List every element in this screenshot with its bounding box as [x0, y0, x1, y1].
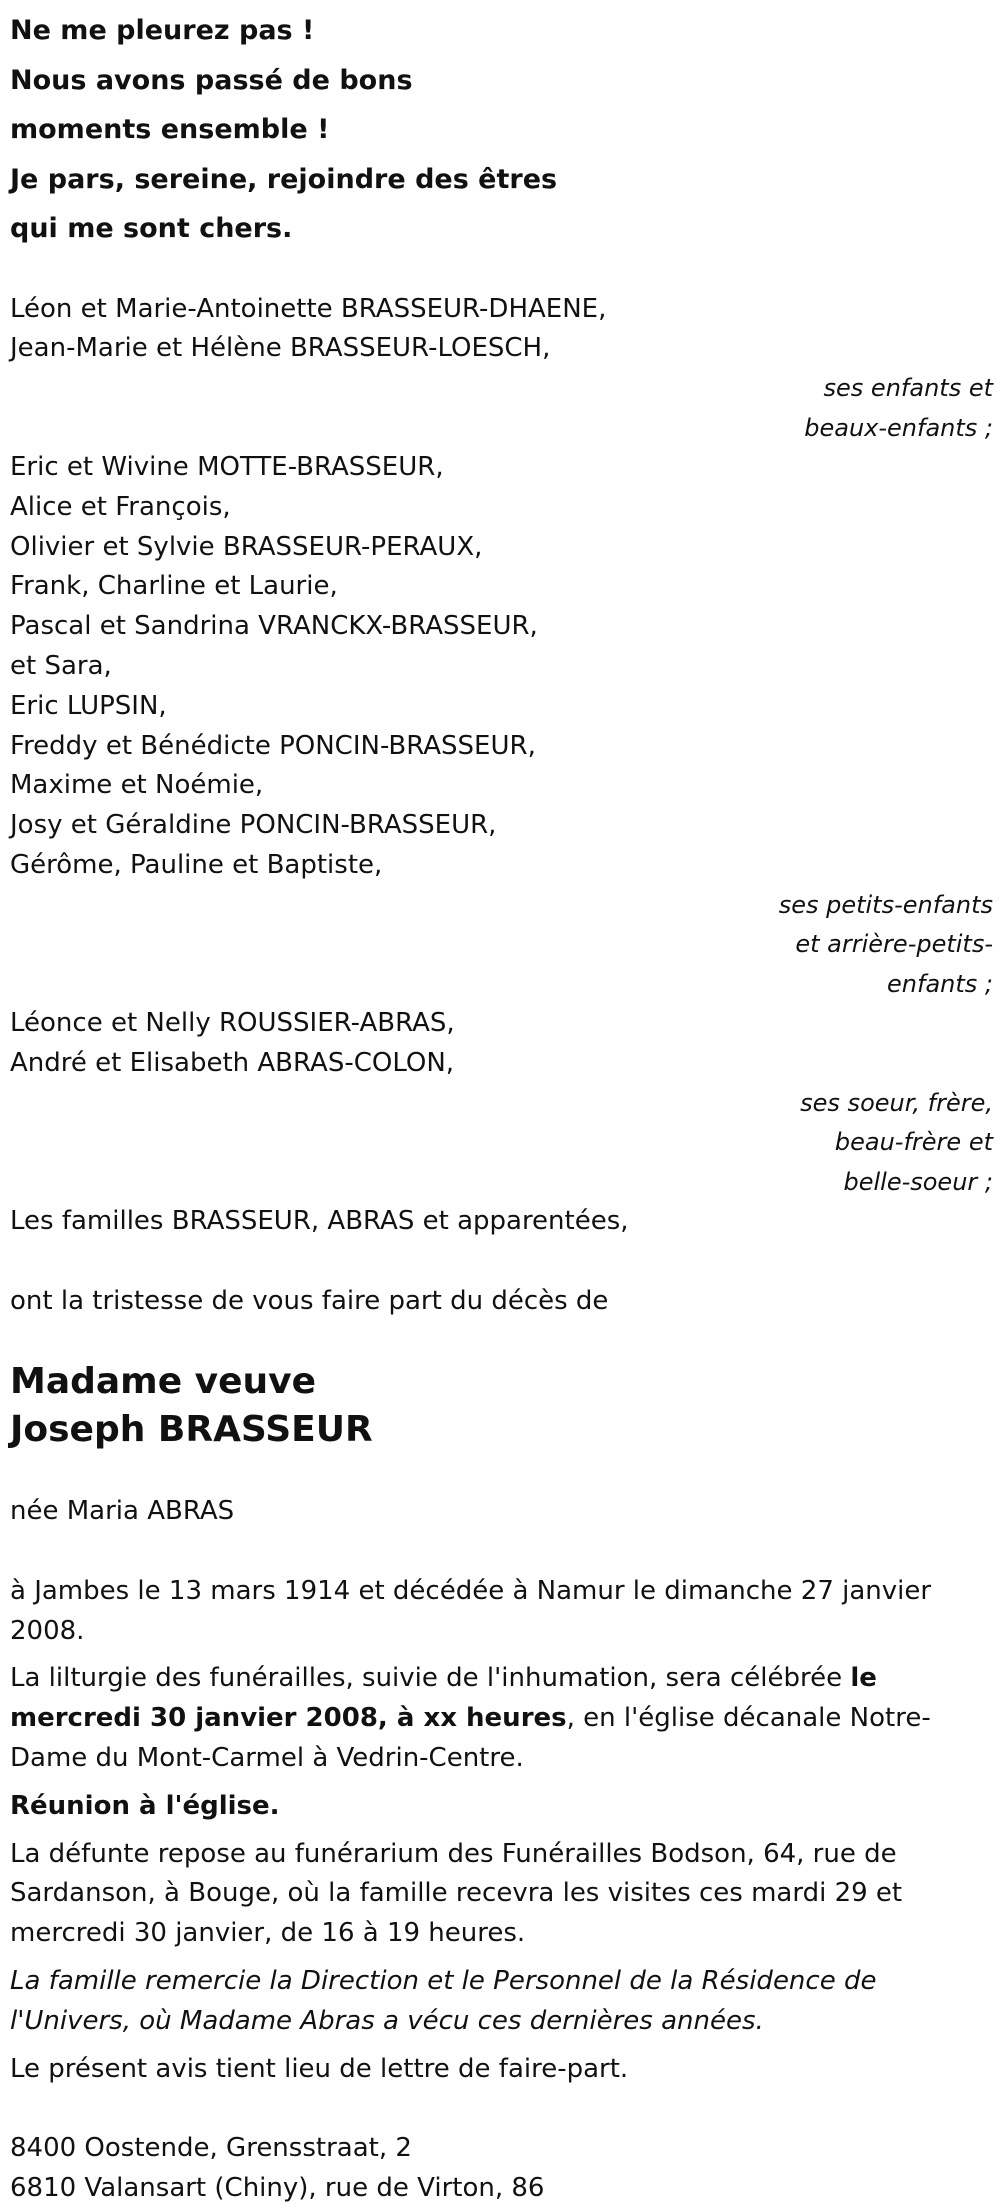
deceased-name — [10, 1358, 1000, 1454]
poem-line: Nous avons passé de bons — [10, 64, 413, 96]
funerarium-paragraph: La défunte repose au funérarium des Funérailles Bodson, 64, rue de Sardanson, à Bouge, où la famille recevra les visites ces mardi 29 et mercredi 30 janvier, de 16 à 19 heures. — [10, 1838, 903, 1949]
relation-line: ses enfants et — [823, 374, 993, 403]
children-names — [10, 290, 1000, 370]
reunion-line: Réunion à l'église. — [10, 1790, 280, 1821]
relation-line: beau-frère et — [834, 1128, 993, 1157]
relation-line: ses soeur, frère, — [800, 1088, 993, 1117]
siblings-names — [10, 1004, 1000, 1084]
relation-line: et arrière-petits- — [795, 930, 993, 959]
liturgy-text: La lilturgie des funérailles, suivie de l'inhumation, sera célébrée — [10, 1663, 851, 1694]
announcement-line: ont la tristesse de vous faire part du décès de — [10, 1286, 609, 1317]
address-line: 8400 Oostende, Grensstraat, 2 — [10, 2133, 412, 2164]
family-name-line: André et Elisabeth ABRAS-COLON, — [10, 1048, 455, 1079]
poem-line: Ne me pleurez pas ! — [10, 15, 315, 46]
liturgy-place: , en l'église décanale Notre-Dame du Mont-Carmel à Vedrin-Centre. — [10, 1703, 931, 1774]
relation-line: belle-soeur ; — [843, 1167, 993, 1196]
families-line: Les familles BRASSEUR, ABRAS et apparentées, — [10, 1206, 629, 1237]
family-name-line: Léonce et Nelly ROUSSIER-ABRAS, — [10, 1008, 455, 1039]
liturgy-paragraph — [10, 1659, 1000, 1778]
family-name-line: Pascal et Sandrina VRANCKX-BRASSEUR, — [10, 611, 538, 642]
relation-line: enfants ; — [887, 969, 993, 998]
poem — [10, 6, 1000, 254]
family-name-line: Eric et Wivine MOTTE-BRASSEUR, — [10, 452, 444, 483]
children-relation — [10, 369, 993, 448]
family-name-line: et Sara, — [10, 651, 112, 682]
siblings-relation — [10, 1084, 993, 1203]
poem-line: moments ensemble ! — [10, 114, 330, 145]
addresses — [10, 2129, 1000, 2209]
relation-line: beaux-enfants ; — [804, 413, 993, 442]
family-name-line: Jean-Marie et Hélène BRASSEUR-LOESCH, — [10, 333, 551, 364]
family-name-line: Freddy et Bénédicte PONCIN-BRASSEUR, — [10, 730, 536, 761]
grandchildren-names — [10, 448, 1000, 886]
notice-line: Le présent avis tient lieu de lettre de faire-part. — [10, 2053, 629, 2084]
family-name-line: Olivier et Sylvie BRASSEUR-PERAUX, — [10, 531, 483, 562]
family-name-line: Eric LUPSIN, — [10, 690, 167, 721]
birth-name: née Maria ABRAS — [10, 1496, 235, 1527]
thanks-paragraph: La famille remercie la Direction et le Personnel de la Résidence de l'Univers, où Madame Abras a vécu ces dernières années. — [10, 1966, 877, 2036]
obituary-content — [10, 6, 1000, 2209]
relation-line: ses petits-enfants — [778, 890, 993, 919]
address-line: 6810 Valansart (Chiny), rue de Virton, 86 — [10, 2173, 545, 2204]
family-name-line: Josy et Géraldine PONCIN-BRASSEUR, — [10, 810, 497, 841]
grandchildren-relation — [10, 886, 993, 1005]
family-name-line: Léon et Marie-Antoinette BRASSEUR-DHAENE, — [10, 293, 607, 324]
family-name-line: Maxime et Noémie, — [10, 770, 264, 801]
born-died: à Jambes le 13 mars 1914 et décédée à Namur le dimanche 27 janvier 2008. — [10, 1575, 932, 1646]
family-name-line: Alice et François, — [10, 491, 231, 522]
family-name-line: Gérôme, Pauline et Baptiste, — [10, 850, 383, 881]
poem-line: Je pars, sereine, rejoindre des êtres — [10, 163, 558, 195]
deceased-name-line2: Joseph BRASSEUR — [10, 1409, 373, 1451]
liturgy-date: le mercredi 30 janvier 2008, à xx heures — [10, 1663, 877, 1734]
deceased-name-line1: Madame veuve — [10, 1361, 317, 1403]
family-name-line: Frank, Charline et Laurie, — [10, 571, 338, 602]
poem-line: qui me sont chers. — [10, 213, 293, 244]
